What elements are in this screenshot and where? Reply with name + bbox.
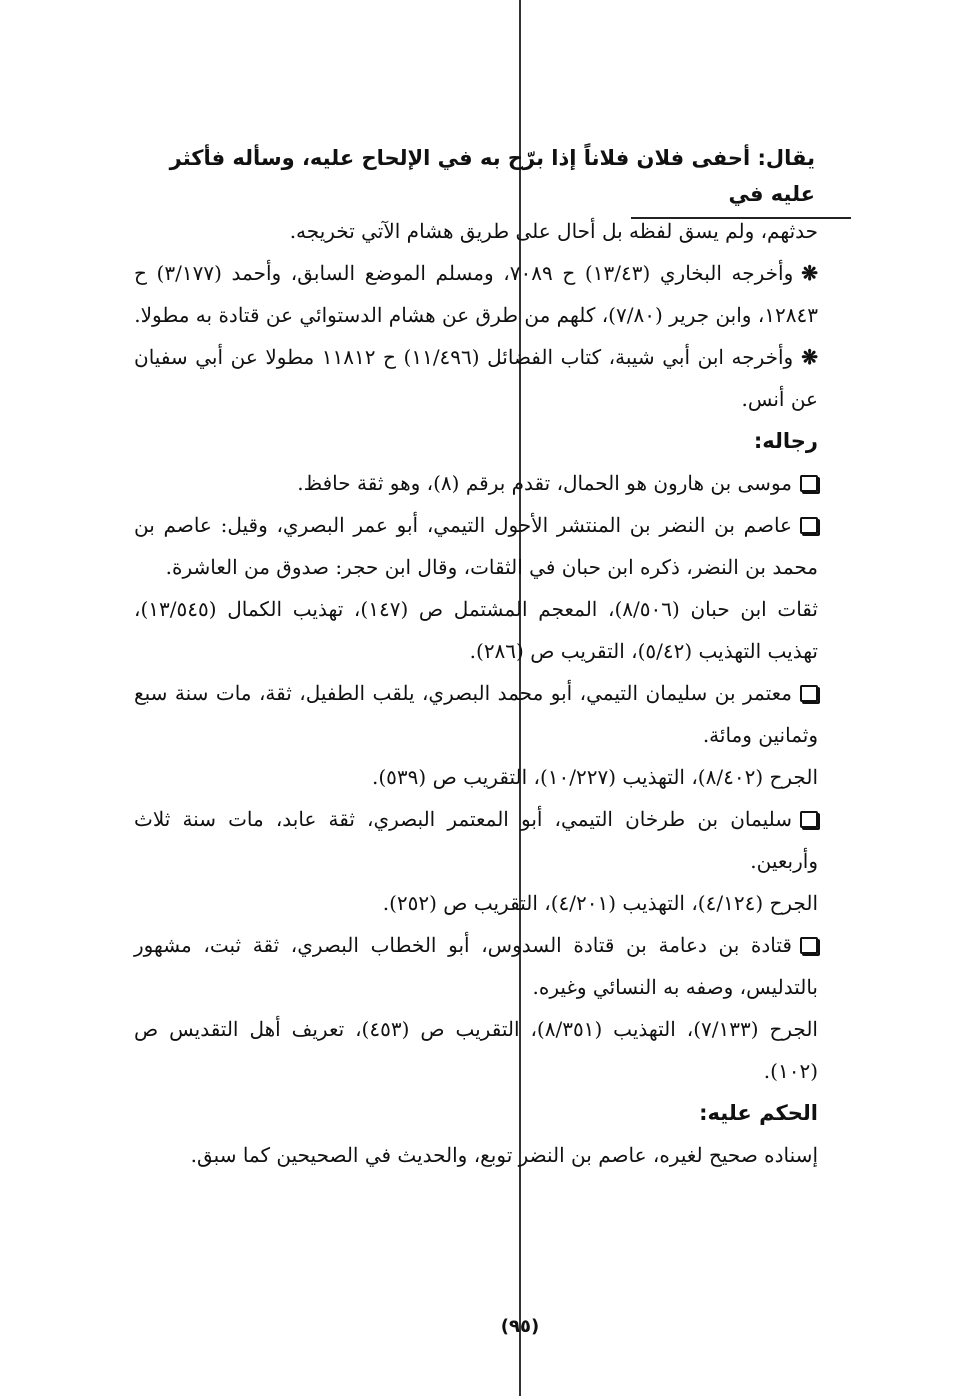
narrator-text: عاصم بن النضر بن المنتشر الأحول التيمي، أبو عمر البصري، وقيل: عاصم بن محمد بن النضر، ذكره ابن حبان في الثقات، وقال ابن حجر: صدوق من العاشرة. xyxy=(134,513,818,579)
narrator-entry xyxy=(134,504,818,588)
takhrij-paragraph-1: حدثهم، ولم يسق لفظه بل أحال على طريق هشام الآتي تخريجه. xyxy=(289,219,818,243)
narrator-entry xyxy=(134,672,818,756)
narrator-refs: الجرح (٧/١٣٣)، التهذيب (٨/٣٥١)، التقريب ص (٤٥٣)، تعريف أهل التقديس ص (١٠٢). xyxy=(134,1017,818,1083)
takhrij-paragraph-2 xyxy=(134,252,818,336)
narrator-refs: الجرح (٨/٤٠٢)، التهذيب (١٠/٢٢٧)، التقريب ص (٥٣٩). xyxy=(372,765,818,789)
narrator-text: موسى بن هارون هو الحمال، تقدم برقم (٨)، وهو ثقة حافظ. xyxy=(297,471,792,495)
checkbox-bullet-icon xyxy=(800,517,818,534)
page-number: (٩٥) xyxy=(500,1316,540,1337)
narrator-entry xyxy=(134,462,818,504)
footnote-continuation: يقال: أحفى فلان فلاناً إذا برّح به في الإلحاح عليه، وسأله فأكثر عليه في xyxy=(169,146,815,206)
takhrij-paragraph-3 xyxy=(134,336,818,420)
asterism-icon: ❋ xyxy=(801,345,818,369)
takhrij-paragraph-3-text: وأخرجه ابن أبي شيبة، كتاب الفضائل (١١/٤٩٦) ح ١١٨١٢ مطولا عن أبي سفيان عن أنس. xyxy=(134,345,818,411)
asterism-icon: ❋ xyxy=(801,261,818,285)
narrator-refs: الجرح (٤/١٢٤)، التهذيب (٤/٢٠١)، التقريب ص (٢٥٢). xyxy=(382,891,818,915)
narrator-refs: ثقات ابن حبان (٨/٥٠٦)، المعجم المشتمل ص (١٤٧)، تهذيب الكمال (١٣/٥٤٥)، تهذيب التهذيب (٥/٤٢)، التقريب ص (٢٨٦). xyxy=(134,597,818,663)
narrator-entry xyxy=(134,924,818,1008)
checkbox-bullet-icon xyxy=(800,811,818,828)
hukm-text: إسناده صحيح لغيره، عاصم بن النضر توبع، والحديث في الصحيحين كما سبق. xyxy=(190,1143,818,1167)
narrator-entry xyxy=(134,798,818,882)
checkbox-bullet-icon xyxy=(800,937,818,954)
rijal-heading: رجاله: xyxy=(753,429,818,453)
main-text xyxy=(134,210,818,1176)
checkbox-bullet-icon xyxy=(800,685,818,702)
narrator-text: قتادة بن دعامة بن قتادة السدوس، أبو الخطاب البصري، ثقة ثبت، مشهور بالتدليس، وصفه به النسائي وغيره. xyxy=(134,933,818,999)
narrator-text: معتمر بن سليمان التيمي، أبو محمد البصري، يلقب الطفيل، ثقة، مات سنة سبع وثمانين ومائة. xyxy=(134,681,818,747)
takhrij-paragraph-2-text: وأخرجه البخاري (١٣/٤٣) ح ٧٠٨٩، ومسلم الموضع السابق، وأحمد (٣/١٧٧) ح ١٢٨٤٣، وابن جرير (٧/٨٠)، كلهم من طرق عن هشام الدستوائي عن قتادة به مطولا. xyxy=(134,261,818,327)
hukm-heading: الحكم عليه: xyxy=(699,1101,818,1125)
checkbox-bullet-icon xyxy=(800,475,818,492)
narrator-text: سليمان بن طرخان التيمي، أبو المعتمر البصري، ثقة عابد، مات سنة ثلاث وأربعين. xyxy=(134,807,818,873)
